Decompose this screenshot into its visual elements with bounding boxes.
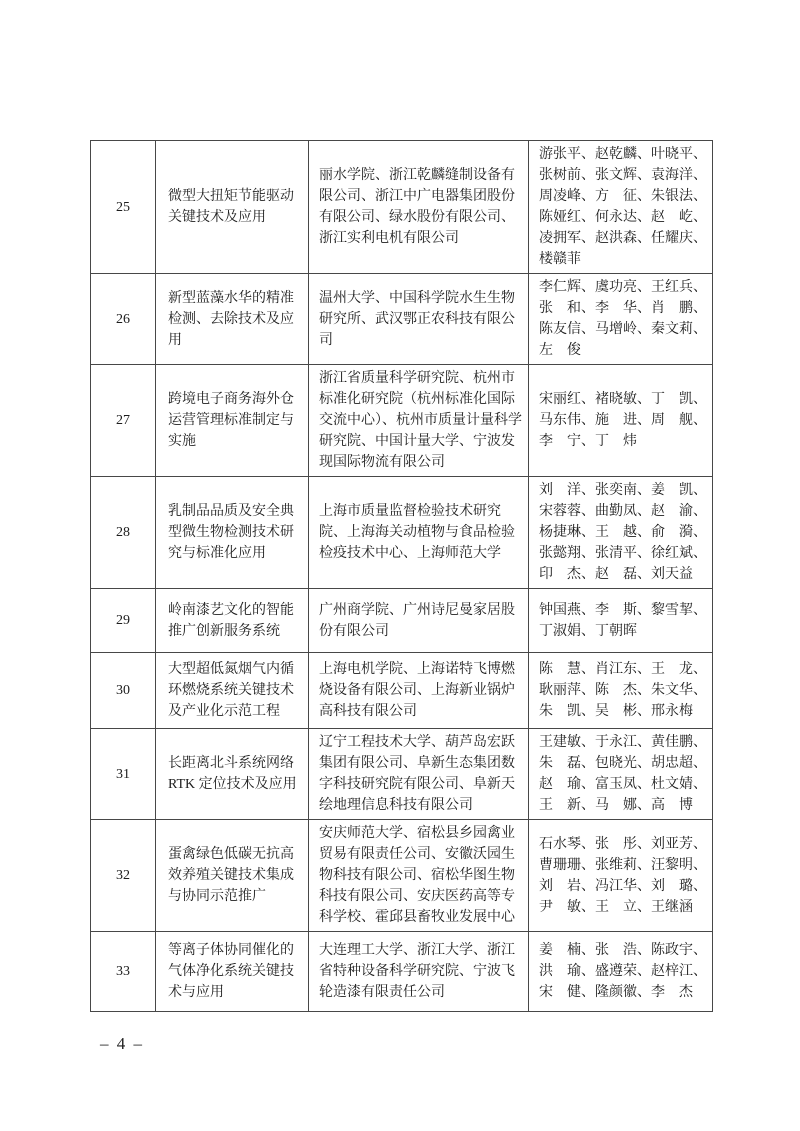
row-number-cell: 29 <box>91 589 156 653</box>
people-cell: 姜 楠、张 浩、陈政宇、洪 瑜、盛遵荣、赵梓江、宋 健、隆颜徽、李 杰 <box>529 932 713 1012</box>
project-name-cell: 大型超低氮烟气内循环燃烧系统关键技术及产业化示范工程 <box>156 653 309 729</box>
organizations-cell: 广州商学院、广州诗尼曼家居股份有限公司 <box>309 589 529 653</box>
row-number-cell: 27 <box>91 365 156 477</box>
organizations-cell: 大连理工大学、浙江大学、浙江省特种设备科学研究院、宁波飞轮造漆有限责任公司 <box>309 932 529 1012</box>
table-row <box>91 477 713 589</box>
people-cell: 石水琴、张 彤、刘亚芳、曹珊珊、张维莉、汪黎明、刘 岩、冯江华、刘 璐、尹 敏、王 立、王继涵 <box>529 820 713 932</box>
table-row <box>91 141 713 274</box>
project-name-cell: 新型蓝藻水华的精准检测、去除技术及应用 <box>156 274 309 365</box>
project-name-cell: 等离子体协同催化的气体净化系统关键技术与应用 <box>156 932 309 1012</box>
people-cell: 宋丽红、褚晓敏、丁 凯、马东伟、施 进、周 舰、李 宁、丁 炜 <box>529 365 713 477</box>
project-name-cell: 跨境电子商务海外仓运营管理标准制定与实施 <box>156 365 309 477</box>
table-row <box>91 653 713 729</box>
page-number: – 4 – <box>100 1034 144 1053</box>
row-number-cell: 30 <box>91 653 156 729</box>
table-row <box>91 589 713 653</box>
organizations-cell: 浙江省质量科学研究院、杭州市标准化研究院（杭州标准化国际交流中心）、杭州市质量计量科学研究院、中国计量大学、宁波发现国际物流有限公司 <box>309 365 529 477</box>
people-cell: 陈 慧、肖江东、王 龙、耿丽萍、陈 杰、朱文华、朱 凯、吴 彬、邢永梅 <box>529 653 713 729</box>
project-name-cell: 蛋禽绿色低碳无抗高效养殖关键技术集成与协同示范推广 <box>156 820 309 932</box>
row-number-cell: 31 <box>91 729 156 820</box>
project-name-cell: 长距离北斗系统网络RTK 定位技术及应用 <box>156 729 309 820</box>
award-project-table <box>90 140 713 1012</box>
organizations-cell: 上海电机学院、上海诺特飞博燃烧设备有限公司、上海新业锅炉高科技有限公司 <box>309 653 529 729</box>
row-number-cell: 32 <box>91 820 156 932</box>
people-cell: 钟国燕、李 斯、黎雪挈、丁淑娟、丁朝晖 <box>529 589 713 653</box>
table-row <box>91 820 713 932</box>
organizations-cell: 上海市质量监督检验技术研究院、上海海关动植物与食品检验检疫技术中心、上海师范大学 <box>309 477 529 589</box>
project-name-cell: 岭南漆艺文化的智能推广创新服务系统 <box>156 589 309 653</box>
row-number-cell: 25 <box>91 141 156 274</box>
table-row <box>91 365 713 477</box>
row-number-cell: 28 <box>91 477 156 589</box>
people-cell: 游张平、赵乾麟、叶晓平、张树前、张文辉、袁海洋、周凌峰、方 征、朱银法、陈娅红、何永达、赵 屹、凌拥军、赵洪森、任耀庆、楼赣菲 <box>529 141 713 274</box>
row-number-cell: 33 <box>91 932 156 1012</box>
table-row <box>91 932 713 1012</box>
people-cell: 李仁辉、虞功亮、王红兵、张 和、李 华、肖 鹏、陈友信、马增岭、秦文莉、左 俊 <box>529 274 713 365</box>
row-number-cell: 26 <box>91 274 156 365</box>
project-name-cell: 乳制品品质及安全典型微生物检测技术研究与标准化应用 <box>156 477 309 589</box>
table-row <box>91 274 713 365</box>
people-cell: 刘 洋、张奕南、姜 凯、宋蓉蓉、曲勤凤、赵 渝、杨捷琳、王 越、俞 漪、张懿翔、张清平、徐红斌、印 杰、赵 磊、刘天益 <box>529 477 713 589</box>
organizations-cell: 温州大学、中国科学院水生生物研究所、武汉鄂正农科技有限公司 <box>309 274 529 365</box>
project-name-cell: 微型大扭矩节能驱动关键技术及应用 <box>156 141 309 274</box>
table-row <box>91 729 713 820</box>
organizations-cell: 丽水学院、浙江乾麟缝制设备有限公司、浙江中广电器集团股份有限公司、绿水股份有限公司、浙江实利电机有限公司 <box>309 141 529 274</box>
organizations-cell: 安庆师范大学、宿松县乡园禽业贸易有限责任公司、安徽沃园生物科技有限公司、宿松华图生物科技有限公司、安庆医药高等专科学校、霍邱县畜牧业发展中心 <box>309 820 529 932</box>
organizations-cell: 辽宁工程技术大学、葫芦岛宏跃集团有限公司、阜新生态集团数字科技研究院有限公司、阜新天绘地理信息科技有限公司 <box>309 729 529 820</box>
people-cell: 王建敏、于永江、黄佳鹏、朱 磊、包晓光、胡忠超、赵 瑜、富玉凤、杜文婧、王 新、马 娜、高 博 <box>529 729 713 820</box>
